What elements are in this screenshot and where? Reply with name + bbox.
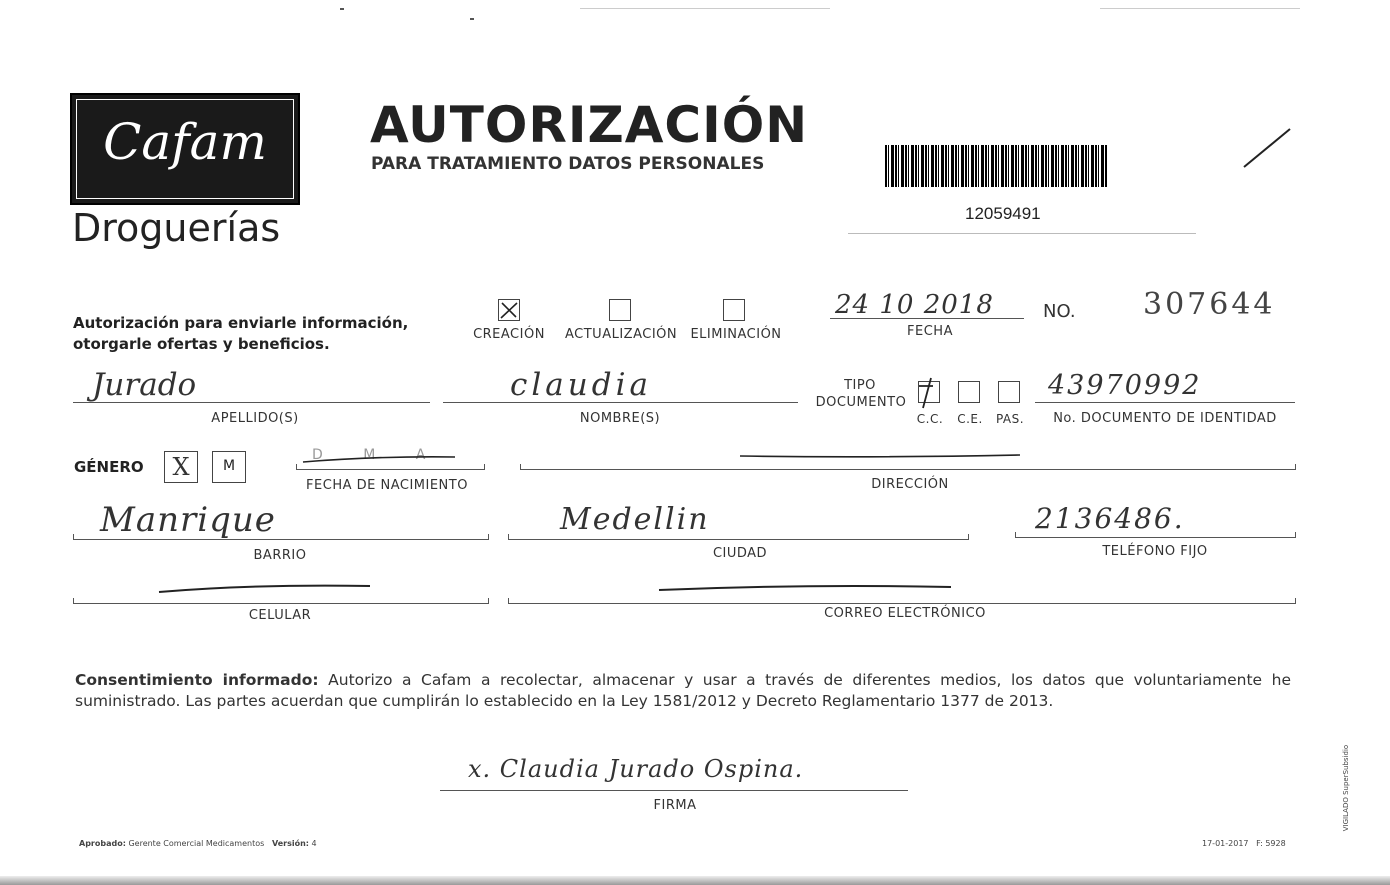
no-label: NO. <box>1043 301 1076 322</box>
telefono-value: 2136486. <box>1035 502 1185 535</box>
genero-label: GÉNERO <box>74 458 144 476</box>
pen-mark <box>1240 125 1295 170</box>
actualizacion-checkbox[interactable] <box>609 299 631 321</box>
line-tick <box>488 534 489 540</box>
signature-value: x. Claudia Jurado Ospina. <box>468 755 804 783</box>
ce-label: C.E. <box>957 412 983 426</box>
telefono-line <box>1015 537 1295 538</box>
nacimiento-strike <box>295 450 465 470</box>
creacion-label: CREACIÓN <box>473 327 545 342</box>
check-mark-icon <box>915 376 935 410</box>
check-mark-icon <box>499 300 519 320</box>
consent-paragraph <box>75 670 1291 712</box>
creacion-checkbox[interactable] <box>498 299 520 321</box>
line-tick <box>520 464 521 470</box>
scan-streak <box>580 8 830 9</box>
consent-text: Autorizo a Cafam a recolectar, almacenar y usar a través de diferentes medios, los datos que voluntariamente he suministrado. Las partes acuerdan que cumplirán lo establecido en la Ley 1581/2012 y Decreto Reglamentario 1377 de 2013. <box>75 671 1291 710</box>
form-number: 307644 <box>1143 287 1276 322</box>
eliminacion-label: ELIMINACIÓN <box>690 327 782 342</box>
fecha-value: 24 10 2018 <box>835 290 994 320</box>
page-subtitle: PARA TRATAMIENTO DATOS PERSONALES <box>371 154 765 174</box>
documento-line <box>1035 402 1295 403</box>
logo-text: Cafam <box>103 113 267 171</box>
actualizacion-label: ACTUALIZACIÓN <box>565 327 678 342</box>
pas-checkbox[interactable] <box>998 381 1020 403</box>
documento-label: DOCUMENTO <box>815 395 907 410</box>
tipo-label: TIPO <box>844 378 876 393</box>
authorization-line1: Autorización para enviarle información, <box>73 314 409 332</box>
line-tick <box>73 598 74 604</box>
scan-edge <box>0 876 1390 885</box>
apellido-value: Jurado <box>92 367 197 403</box>
footer-date-code: 17-01-2017 F: 5928 <box>1202 839 1286 848</box>
aprobado-label: Aprobado: <box>79 839 126 848</box>
line-tick <box>296 464 297 470</box>
line-tick <box>1295 464 1296 470</box>
aprobado-value: Gerente Comercial Medicamentos <box>128 839 265 848</box>
supersubsidio-mark <box>1338 730 1352 850</box>
line-tick <box>968 534 969 540</box>
genero-f-box[interactable] <box>164 451 198 483</box>
authorization-line2: otorgarle ofertas y beneficios. <box>73 335 330 353</box>
scan-speck <box>470 18 474 20</box>
genero-m-label: M <box>222 458 236 474</box>
version-value: 4 <box>311 839 317 848</box>
ce-checkbox[interactable] <box>958 381 980 403</box>
line-tick <box>508 598 509 604</box>
footer-approval <box>79 839 317 848</box>
celular-label: CELULAR <box>248 608 312 623</box>
scan-streak <box>1100 8 1300 9</box>
apellido-label: APELLIDO(S) <box>211 411 299 426</box>
consent-title: Consentimiento informado: <box>75 671 319 689</box>
documento-number-label: No. DOCUMENTO DE IDENTIDAD <box>1053 411 1277 426</box>
divider <box>848 233 1196 234</box>
nombre-label: NOMBRE(S) <box>579 411 661 426</box>
nacimiento-placeholder: D M A <box>312 447 444 463</box>
celular-line <box>73 603 488 604</box>
fecha-line <box>830 318 1024 319</box>
direccion-label: DIRECCIÓN <box>871 477 949 492</box>
ciudad-line <box>508 539 968 540</box>
ciudad-value: Medellin <box>560 502 710 537</box>
signature-label: FIRMA <box>653 798 697 813</box>
scan-speck <box>340 8 344 10</box>
eliminacion-checkbox[interactable] <box>723 299 745 321</box>
celular-strike <box>155 580 375 596</box>
pas-label: PAS. <box>995 412 1025 426</box>
correo-strike <box>655 580 955 596</box>
page-title: AUTORIZACIÓN <box>370 96 809 154</box>
supersubsidio-text: VIGILADO SuperSubsidio <box>1342 744 1350 832</box>
line-tick <box>73 534 74 540</box>
correo-label: CORREO ELECTRÓNICO <box>824 606 986 621</box>
authorization-text <box>73 313 408 355</box>
line-tick <box>488 598 489 604</box>
nacimiento-label: FECHA DE NACIMIENTO <box>306 478 468 493</box>
cc-checkbox[interactable] <box>918 381 940 403</box>
direccion-line <box>520 469 1295 470</box>
version-label: Versión: <box>271 839 309 848</box>
barrio-line <box>73 539 488 540</box>
genero-f-mark: X <box>172 453 190 481</box>
fecha-label: FECHA <box>907 324 953 339</box>
line-tick <box>484 464 485 470</box>
genero-m-box[interactable] <box>212 451 246 483</box>
line-tick <box>1295 532 1296 538</box>
cc-label: C.C. <box>916 412 944 426</box>
direccion-strike <box>735 447 1025 463</box>
ciudad-label: CIUDAD <box>712 546 768 561</box>
barrio-label: BARRIO <box>253 548 307 563</box>
barrio-value: Manrique <box>100 500 276 540</box>
documento-value: 43970992 <box>1048 370 1202 401</box>
line-tick <box>1295 598 1296 604</box>
barcode <box>885 145 1107 187</box>
line-tick <box>508 534 509 540</box>
telefono-label: TELÉFONO FIJO <box>1102 544 1208 559</box>
nombre-line <box>443 402 798 403</box>
signature-line <box>440 790 908 791</box>
apellido-line <box>73 402 430 403</box>
nacimiento-line <box>296 469 484 470</box>
line-tick <box>1015 532 1016 538</box>
correo-line <box>508 603 1295 604</box>
cafam-logo <box>70 93 300 205</box>
nombre-value: claudia <box>510 367 652 403</box>
brand-subtitle: Droguerías <box>72 206 281 250</box>
barcode-number: 12059491 <box>965 204 1041 223</box>
